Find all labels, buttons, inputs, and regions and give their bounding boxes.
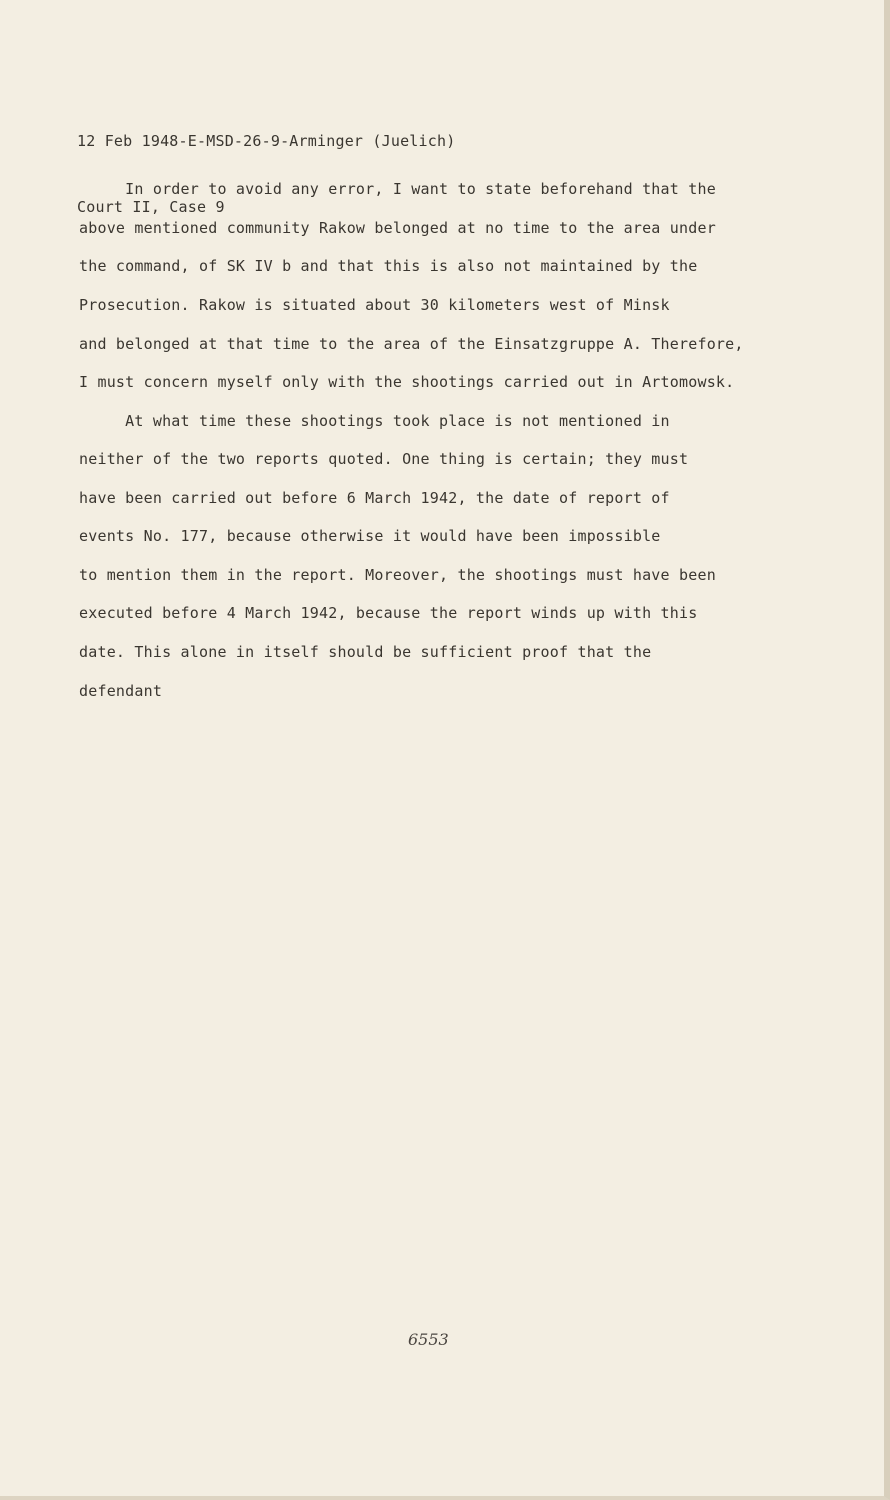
body-line: date. This alone in itself should be sufficient proof that the [79, 643, 652, 661]
body-line: to mention them in the report. Moreover, the shootings must have been [79, 566, 716, 584]
body-line: At what time these shootings took place is not mentioned in [79, 412, 670, 430]
body-line: neither of the two reports quoted. One thing is certain; they must [79, 450, 689, 468]
body-line: events No. 177, because otherwise it would have been impossible [79, 527, 661, 545]
header-court-case: Court II, Case 9 [77, 198, 225, 216]
page-number: 6553 [408, 1330, 449, 1349]
body-line: the command, of SK IV b and that this is also not maintained by the [79, 257, 698, 275]
body-line: have been carried out before 6 March 1942, the date of report of [79, 489, 670, 507]
body-line: I must concern myself only with the shootings carried out in Artomowsk. [79, 373, 735, 391]
body-line: defendant [79, 682, 163, 700]
body-line: executed before 4 March 1942, because the report winds up with this [79, 604, 698, 622]
body-line: above mentioned community Rakow belonged at no time to the area under [79, 219, 716, 237]
header-date-reference: 12 Feb 1948-E-MSD-26-9-Arminger (Juelich) [77, 132, 456, 150]
body-line: In order to avoid any error, I want to state beforehand that the [79, 180, 716, 198]
body-line: and belonged at that time to the area of the Einsatzgruppe A. Therefore, [79, 335, 744, 353]
body-line: Prosecution. Rakow is situated about 30 kilometers west of Minsk [79, 296, 670, 314]
